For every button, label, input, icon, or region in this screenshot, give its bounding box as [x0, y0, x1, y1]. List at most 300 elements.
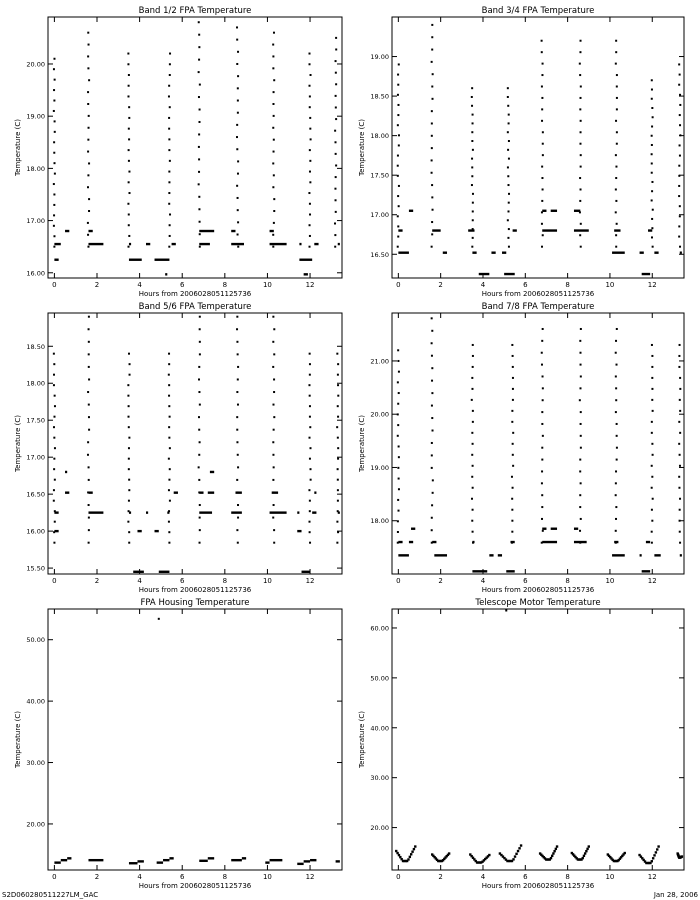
data-plateau	[409, 541, 413, 543]
data-point	[128, 85, 130, 87]
data-point	[87, 441, 89, 443]
data-point	[541, 108, 543, 110]
data-point	[398, 478, 400, 480]
data-point	[512, 388, 514, 390]
data-point	[511, 476, 513, 478]
data-point	[651, 432, 653, 434]
data-point	[127, 63, 129, 65]
data-point	[128, 447, 130, 449]
data-point	[615, 470, 617, 472]
data-plateau	[506, 570, 514, 572]
data-point	[431, 367, 433, 369]
data-point	[53, 193, 55, 195]
data-point	[511, 344, 513, 346]
data-point	[678, 225, 680, 227]
y-tick-label: 16.00	[26, 269, 45, 278]
data-point	[579, 352, 581, 354]
data-point	[615, 200, 617, 202]
data-point	[398, 205, 400, 207]
data-point	[541, 470, 543, 472]
data-point	[431, 24, 433, 26]
data-point	[615, 352, 617, 354]
data-point	[128, 426, 130, 428]
data-point	[53, 500, 55, 502]
data-plateau	[231, 230, 235, 232]
data-plateau	[398, 541, 402, 543]
data-point	[335, 164, 337, 166]
data-point	[410, 853, 412, 855]
data-point	[87, 222, 89, 224]
data-point	[472, 531, 474, 533]
data-point	[472, 149, 474, 151]
data-point	[579, 387, 581, 389]
data-point	[512, 355, 514, 357]
data-point	[272, 441, 274, 443]
data-plateau	[242, 857, 246, 859]
x-axis-label: Hours from 2006028051125736	[481, 290, 595, 298]
data-point	[54, 395, 56, 397]
data-point	[168, 171, 170, 173]
data-point	[53, 214, 55, 216]
data-point	[431, 517, 433, 519]
data-point	[310, 479, 312, 481]
data-point	[128, 542, 130, 544]
x-tick-label: 12	[305, 873, 315, 881]
data-point	[507, 175, 509, 177]
data-plateau	[199, 230, 214, 232]
data-point	[128, 106, 130, 108]
data-point	[580, 154, 582, 156]
data-point	[651, 388, 653, 390]
data-point	[471, 175, 473, 177]
data-point	[471, 105, 473, 107]
data-point	[515, 853, 517, 855]
data-plateau	[642, 273, 650, 275]
data-plateau	[504, 273, 515, 275]
data-point	[272, 404, 274, 406]
y-tick-label: 16.00	[26, 527, 45, 536]
data-point	[580, 85, 582, 87]
data-plateau	[88, 511, 103, 513]
y-axis-label: Temperature (C)	[14, 415, 22, 472]
x-tick-label: 2	[94, 873, 100, 881]
data-point	[168, 353, 170, 355]
data-point	[198, 59, 200, 61]
data-point	[651, 162, 653, 164]
data-point	[309, 160, 311, 162]
data-point	[88, 316, 90, 318]
data-point	[472, 344, 474, 346]
data-point	[580, 518, 582, 520]
data-point	[198, 466, 200, 468]
x-axis-label: Hours from 2006028051125736	[138, 290, 252, 298]
data-plateau	[270, 511, 287, 513]
data-point	[309, 437, 311, 439]
data-point	[198, 479, 200, 481]
data-point	[237, 504, 239, 506]
data-point	[398, 144, 400, 146]
data-plateau	[614, 541, 618, 543]
data-point	[432, 209, 434, 211]
data-point	[397, 195, 399, 197]
data-point	[237, 366, 239, 368]
data-point	[679, 74, 681, 76]
data-point	[507, 219, 509, 221]
data-point	[308, 192, 310, 194]
data-point	[542, 131, 544, 133]
chart-panel-6	[358, 598, 684, 890]
data-point	[273, 210, 275, 212]
data-plateau	[265, 861, 269, 863]
data-point	[335, 118, 337, 120]
data-plateau	[648, 229, 652, 231]
y-tick-label: 30.00	[26, 759, 45, 768]
data-point	[507, 184, 509, 186]
chart-title: FPA Housing Temperature	[140, 598, 250, 608]
data-plateau	[489, 554, 493, 556]
data-point	[541, 40, 543, 42]
data-point	[397, 424, 399, 426]
data-point	[615, 411, 617, 413]
data-point	[168, 117, 170, 119]
data-point	[579, 340, 581, 342]
data-point	[168, 458, 170, 460]
data-point	[651, 421, 653, 423]
data-series	[54, 618, 339, 865]
data-point	[53, 100, 55, 102]
data-point	[168, 85, 170, 87]
data-point	[512, 465, 514, 467]
x-tick-label: 8	[565, 577, 570, 585]
data-point	[471, 184, 473, 186]
data-point	[337, 405, 339, 407]
data-point	[651, 199, 653, 201]
x-tick-label: 4	[137, 577, 142, 585]
data-point	[616, 143, 618, 145]
data-point	[472, 366, 474, 368]
data-point	[651, 236, 653, 238]
data-point	[53, 58, 55, 60]
data-plateau	[54, 511, 58, 513]
data-point	[53, 110, 55, 112]
data-point	[337, 374, 339, 376]
data-plateau	[65, 230, 69, 232]
data-point	[472, 421, 474, 423]
data-point	[398, 456, 400, 458]
data-point	[678, 421, 680, 423]
data-plateau	[542, 210, 546, 212]
data-plateau	[231, 511, 242, 513]
data-point	[53, 542, 55, 544]
data-point	[472, 202, 474, 204]
data-point	[54, 447, 56, 449]
data-point	[679, 155, 681, 157]
data-point	[310, 138, 312, 140]
data-point	[53, 353, 55, 355]
data-plateau	[409, 210, 413, 212]
data-point	[652, 454, 654, 456]
y-tick-label: 17.00	[370, 211, 389, 220]
data-point	[508, 210, 510, 212]
data-point	[508, 193, 510, 195]
data-point	[53, 225, 55, 227]
data-plateau	[270, 230, 274, 232]
data-point	[407, 858, 409, 860]
data-point	[431, 49, 433, 51]
data-point	[272, 517, 274, 519]
data-point	[272, 479, 274, 481]
data-point	[309, 458, 311, 460]
data-plateau	[513, 229, 517, 231]
data-plateau	[299, 243, 301, 245]
data-point	[431, 380, 433, 382]
data-plateau	[167, 511, 169, 513]
chart-panel-5	[14, 598, 342, 890]
data-point	[398, 392, 400, 394]
data-point	[273, 529, 275, 531]
chart-panel-3	[14, 302, 342, 594]
data-point	[679, 498, 681, 500]
data-point	[651, 531, 653, 533]
data-point	[471, 166, 473, 168]
data-point	[679, 399, 681, 401]
data-point	[54, 521, 56, 523]
data-point	[198, 429, 200, 431]
data-point	[236, 391, 238, 393]
data-plateau	[542, 229, 557, 231]
data-point	[541, 97, 543, 99]
data-plateau	[640, 251, 644, 253]
data-point	[397, 94, 399, 96]
data-point	[397, 531, 399, 533]
data-point	[237, 234, 239, 236]
data-point	[309, 85, 311, 87]
data-point	[615, 177, 617, 179]
data-point	[615, 399, 617, 401]
data-point	[471, 377, 473, 379]
data-plateau	[310, 859, 316, 861]
data-point	[541, 85, 543, 87]
data-point	[87, 32, 89, 34]
data-point	[88, 115, 90, 117]
data-point	[550, 857, 552, 859]
data-point	[580, 131, 582, 133]
y-tick-label: 30.00	[370, 774, 389, 783]
data-point	[580, 120, 582, 122]
data-point	[273, 139, 275, 141]
data-point	[471, 432, 473, 434]
data-plateau	[163, 859, 169, 861]
data-point	[198, 208, 200, 210]
data-point	[472, 210, 474, 212]
data-point	[652, 498, 654, 500]
data-point	[334, 188, 336, 190]
data-point	[337, 395, 339, 397]
data-point	[336, 521, 338, 523]
data-point	[579, 234, 581, 236]
data-point	[87, 246, 89, 248]
data-point	[236, 416, 238, 418]
data-point	[53, 384, 55, 386]
data-point	[237, 173, 239, 175]
y-axis-label: Temperature (C)	[358, 711, 366, 768]
data-point	[472, 355, 474, 357]
data-plateau	[574, 541, 587, 543]
data-point	[432, 430, 434, 432]
data-point	[511, 498, 513, 500]
data-series	[397, 24, 682, 275]
data-point	[398, 445, 400, 447]
data-point	[237, 466, 239, 468]
x-tick-label: 4	[480, 577, 486, 585]
data-point	[679, 134, 681, 136]
data-point	[580, 166, 582, 168]
plot-frame	[392, 17, 684, 278]
data-point	[616, 85, 618, 87]
y-axis-label: Temperature (C)	[14, 711, 22, 768]
data-point	[198, 21, 200, 23]
data-plateau	[654, 251, 658, 253]
data-point	[237, 160, 239, 162]
data-point	[309, 447, 311, 449]
data-point	[199, 542, 201, 544]
x-tick-label: 6	[179, 281, 185, 289]
data-point	[199, 529, 201, 531]
data-point	[579, 63, 581, 65]
data-point	[541, 447, 543, 449]
data-plateau	[398, 251, 409, 253]
data-point	[273, 151, 275, 153]
data-point	[679, 432, 681, 434]
data-point	[237, 517, 239, 519]
data-point	[588, 845, 590, 847]
data-point	[198, 133, 200, 135]
data-outlier	[158, 618, 160, 620]
data-point	[337, 468, 339, 470]
data-point	[678, 355, 680, 357]
data-point	[651, 399, 653, 401]
data-point	[652, 246, 654, 248]
data-point	[54, 131, 56, 133]
data-point	[397, 155, 399, 157]
data-point	[308, 53, 310, 55]
data-point	[128, 500, 130, 502]
data-point	[615, 63, 617, 65]
data-plateau	[129, 243, 131, 245]
data-point	[88, 378, 90, 380]
data-point	[53, 141, 55, 143]
data-plateau	[208, 857, 214, 859]
data-point	[579, 506, 581, 508]
data-plateau	[491, 251, 495, 253]
data-point	[579, 143, 581, 145]
data-point	[168, 437, 170, 439]
x-tick-label: 10	[605, 281, 615, 289]
y-tick-label: 18.00	[26, 164, 45, 173]
data-point	[199, 316, 201, 318]
data-point	[309, 203, 311, 205]
data-point	[580, 328, 582, 330]
data-point	[236, 124, 238, 126]
data-point	[678, 84, 680, 86]
data-plateau	[542, 541, 557, 543]
y-tick-label: 18.00	[370, 132, 389, 141]
data-series	[397, 317, 682, 572]
data-point	[472, 509, 474, 511]
data-plateau	[54, 243, 60, 245]
data-plateau	[297, 530, 301, 532]
data-point	[541, 482, 543, 484]
data-point	[431, 467, 433, 469]
data-point	[586, 848, 588, 850]
data-point	[431, 342, 433, 344]
data-point	[651, 366, 653, 368]
data-point	[128, 235, 130, 237]
data-point	[657, 845, 659, 847]
data-point	[542, 154, 544, 156]
data-point	[273, 466, 275, 468]
data-point	[431, 405, 433, 407]
data-point	[199, 504, 201, 506]
y-tick-label: 18.00	[26, 379, 45, 388]
data-point	[651, 476, 653, 478]
data-point	[309, 395, 311, 397]
data-point	[579, 51, 581, 53]
data-point	[309, 500, 311, 502]
data-point	[471, 246, 473, 248]
data-point	[128, 468, 130, 470]
data-point	[651, 107, 653, 109]
x-tick-label: 10	[605, 873, 615, 881]
y-axis-label: Temperature (C)	[14, 119, 22, 176]
data-point	[337, 447, 339, 449]
data-point	[542, 530, 544, 532]
y-tick-label: 20.00	[26, 60, 45, 69]
x-tick-label: 0	[52, 577, 57, 585]
data-point	[615, 530, 617, 532]
y-tick-label: 17.50	[370, 171, 389, 180]
data-point	[53, 437, 55, 439]
data-point	[337, 363, 339, 365]
data-point	[168, 149, 170, 151]
data-point	[337, 384, 339, 386]
data-point	[615, 51, 617, 53]
data-point	[237, 100, 239, 102]
data-point	[237, 75, 239, 77]
data-point	[471, 87, 473, 89]
data-point	[87, 55, 89, 57]
data-point	[335, 72, 337, 74]
data-point	[518, 847, 520, 849]
data-point	[679, 465, 681, 467]
data-point	[414, 845, 416, 847]
data-point	[53, 183, 55, 185]
data-point	[127, 203, 129, 205]
y-axis-label: Temperature (C)	[358, 119, 366, 176]
data-plateau	[434, 554, 447, 556]
data-point	[508, 122, 510, 124]
data-point	[309, 106, 311, 108]
data-plateau	[146, 243, 150, 245]
data-point	[651, 487, 653, 489]
data-plateau	[146, 511, 148, 513]
data-point	[431, 221, 433, 223]
data-plateau	[199, 860, 208, 862]
data-plateau	[199, 243, 210, 245]
y-tick-label: 19.00	[370, 463, 389, 472]
data-plateau	[502, 251, 506, 253]
data-point	[88, 341, 90, 343]
